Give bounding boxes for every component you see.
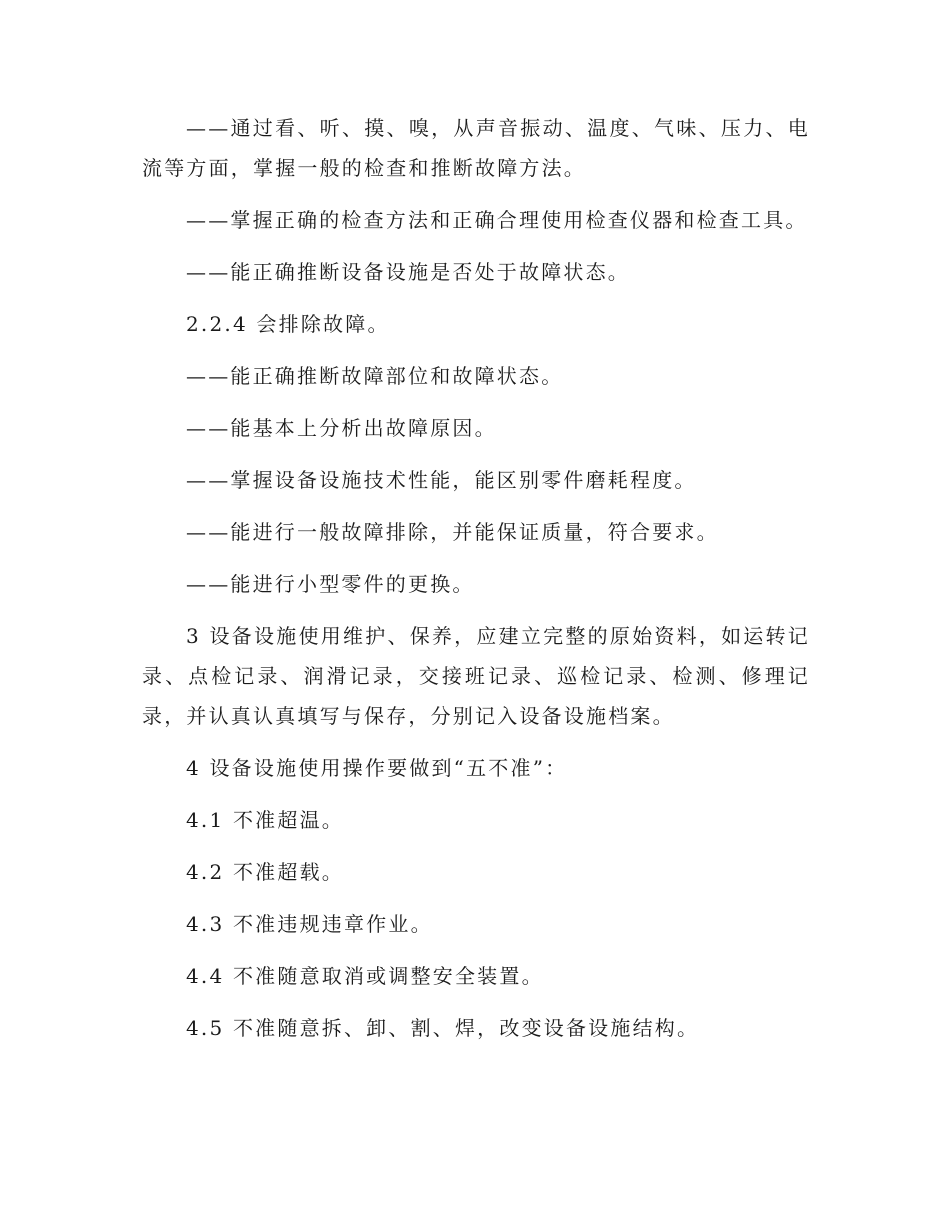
- section-4-five-prohibitions: 4 设备设施使用操作要做到“五不准”：: [186, 756, 568, 780]
- item-4-1: 4.1 不准超温。: [186, 808, 344, 832]
- paragraph-fault-removal: ——能进行一般故障排除，并能保证质量，符合要求。: [186, 520, 719, 544]
- item-4-3: 4.3 不准违规违章作业。: [186, 912, 433, 936]
- section-3-records: 3 设备设施使用维护、保养，应建立完整的原始资料，如运转记录、点检记录、润滑记录，交接班记录、巡检记录、检测、修理记录，并认真认真填写与保存，分别记入设备设施档案。: [142, 624, 810, 728]
- section-heading-2-2-4: 2.2.4 会排除故障。: [186, 312, 390, 336]
- document-body: [142, 108, 810, 1048]
- paragraph-fault-state: ——能正确推断设备设施是否处于故障状态。: [186, 260, 630, 284]
- paragraph-fault-cause: ——能基本上分析出故障原因。: [186, 416, 497, 440]
- paragraph-inspection-methods: ——通过看、听、摸、嗅，从声音振动、温度、气味、压力、电流等方面，掌握一般的检查和推断故障方法。: [142, 116, 810, 180]
- paragraph-fault-location: ——能正确推断故障部位和故障状态。: [186, 364, 564, 388]
- paragraph-part-replacement: ——能进行小型零件的更换。: [186, 572, 475, 596]
- paragraph-inspection-tools: ——掌握正确的检查方法和正确合理使用检查仪器和检查工具。: [186, 208, 808, 232]
- paragraph-technical-performance: ——掌握设备设施技术性能，能区别零件磨耗程度。: [186, 468, 697, 492]
- item-4-5: 4.5 不准随意拆、卸、割、焊，改变设备设施结构。: [186, 1016, 700, 1040]
- item-4-4: 4.4 不准随意取消或调整安全装置。: [186, 964, 544, 988]
- item-4-2: 4.2 不准超载。: [186, 860, 344, 884]
